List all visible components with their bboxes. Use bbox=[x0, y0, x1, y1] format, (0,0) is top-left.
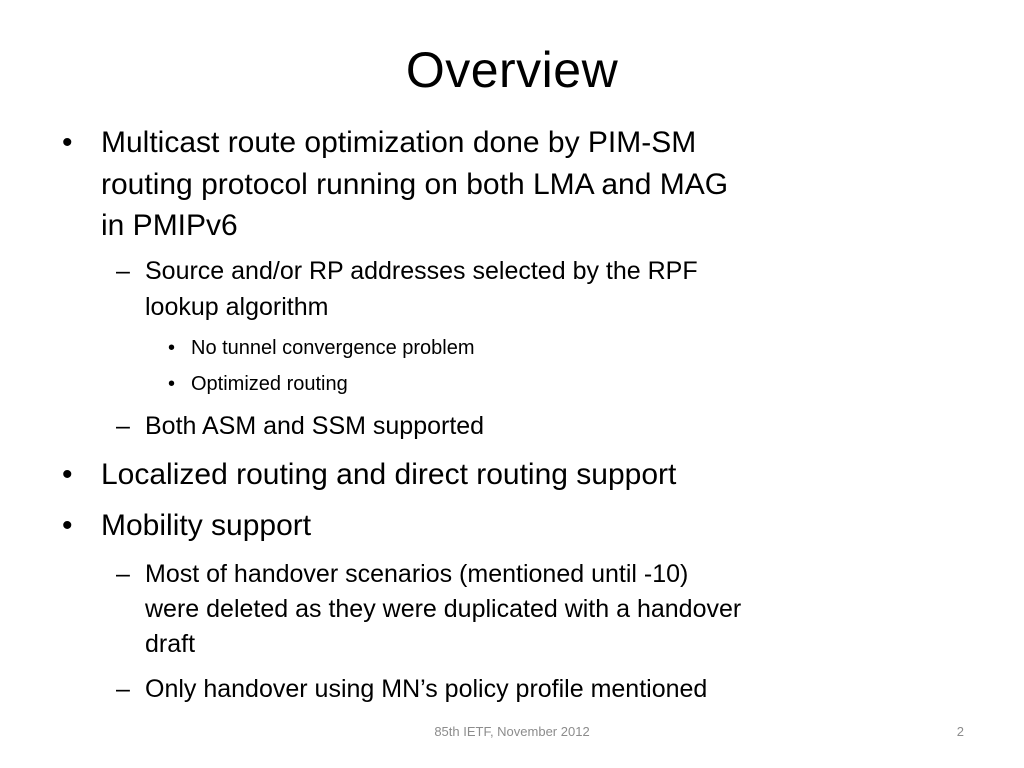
dash-marker: – bbox=[116, 560, 130, 588]
sub-bullet-1-2-text: Both ASM and SSM supported bbox=[145, 412, 485, 440]
bullet-marker: • bbox=[168, 337, 176, 359]
bullet-1-line-3: in PMIPv6 bbox=[101, 209, 238, 242]
bullet-2-text: Localized routing and direct routing support bbox=[101, 458, 677, 491]
slide-title: Overview bbox=[405, 42, 619, 98]
bullet-3-text: Mobility support bbox=[101, 509, 312, 542]
dash-marker: – bbox=[116, 412, 130, 440]
subsub-bullet-1-text: No tunnel convergence problem bbox=[191, 337, 475, 359]
sub-bullet-1-1-line-1: Source and/or RP addresses selected by the RPF bbox=[145, 257, 698, 285]
bullet-marker: • bbox=[168, 373, 176, 395]
sub-bullet-3-1-line-3: draft bbox=[145, 630, 196, 658]
bullet-marker: • bbox=[62, 509, 73, 542]
bullet-marker: • bbox=[62, 458, 73, 491]
slide-number: 2 bbox=[956, 724, 964, 739]
sub-bullet-3-1-line-2: were deleted as they were duplicated with a handover bbox=[145, 595, 742, 623]
dash-marker: – bbox=[116, 675, 130, 703]
dash-marker: – bbox=[116, 257, 130, 285]
sub-bullet-1-1-line-2: lookup algorithm bbox=[145, 293, 329, 321]
footer-text: 85th IETF, November 2012 bbox=[434, 724, 590, 739]
sub-bullet-3-2-text: Only handover using MN’s policy profile mentioned bbox=[145, 675, 708, 703]
bullet-marker: • bbox=[62, 126, 73, 159]
bullet-1-line-2: routing protocol running on both LMA and MAG bbox=[101, 168, 729, 201]
sub-bullet-3-1-line-1: Most of handover scenarios (mentioned until -10) bbox=[145, 560, 689, 588]
bullet-1-line-1: Multicast route optimization done by PIM-SM bbox=[101, 126, 697, 159]
subsub-bullet-2-text: Optimized routing bbox=[191, 373, 348, 395]
